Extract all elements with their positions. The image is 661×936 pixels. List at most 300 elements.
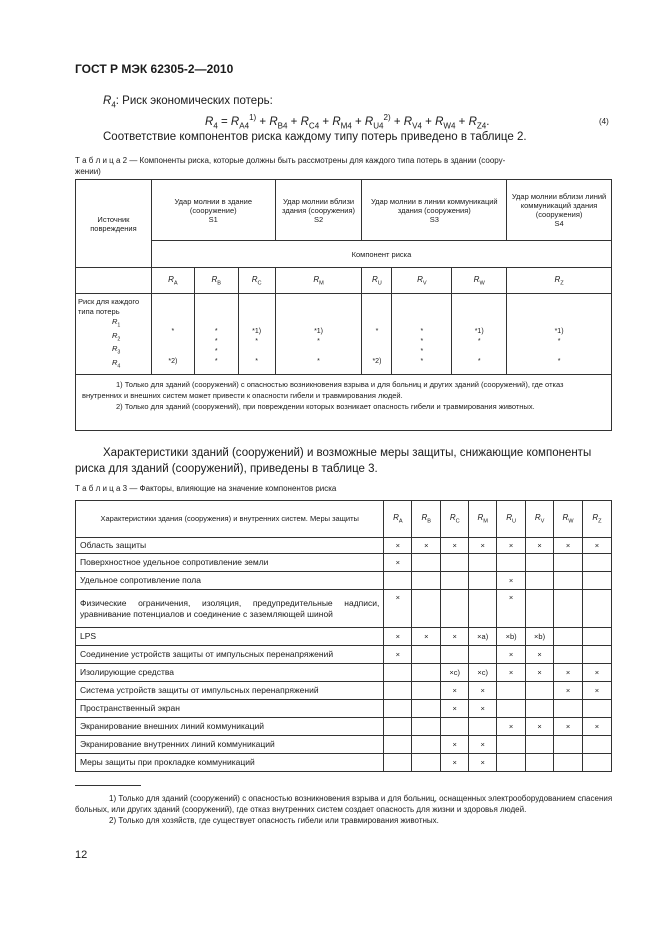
table3-component-symbol-base: R [449,513,456,523]
risk-mark: * [214,338,218,345]
component-symbol [372,274,382,287]
formula-term-base: R [435,115,444,128]
table3-cell [441,718,469,736]
table3-cell [582,736,611,754]
s1-header [151,180,275,241]
table3-cell [384,664,412,682]
risk-label: Риск для каждого типа потерь [78,297,140,316]
table3-cell: × [441,700,469,718]
formula-term-sub: B4 [277,121,288,131]
formula-term-sub: A4 [239,121,250,131]
table3-cell [554,628,583,646]
table3-cell: × [582,718,611,736]
risk-mark [152,347,194,357]
formula-term-base: R [230,115,240,128]
table3-cell [469,554,497,572]
table3-component-symbol-sub: A [398,518,403,525]
table3-cell: × [384,554,412,572]
table2-note2: 2) Только для зданий (сооружений), при повреждении которых возникает опасность гибели и травмирования животных. [116,402,535,411]
table3-cell [469,572,497,590]
footnote-1: 1) Только для зданий (сооружений) с опасностью возникновения взрыва и для больниц, оснащенных электрооборудованием спасения больных, или других зданий (сооружений), где отказ внутренних систем создает опасность для жизни и здоровья людей. [75,794,613,814]
component-cell [151,268,194,294]
risk-mark [152,337,194,347]
empty-cell [76,268,152,294]
component-symbol-sub: U [377,280,382,287]
table3-cell [384,682,412,700]
table2-caption-line1: Т а б л и ц а 2 — Компоненты риска, которые должны быть рассмотрены для каждого типа потерь в здании (соору- [75,156,506,165]
r4-symbol: R [103,95,112,107]
table3-cell: × [384,538,412,554]
table3-cell [412,682,441,700]
formula-term-base: R [269,115,278,128]
component-cell [194,268,238,294]
s2-code: S2 [313,214,324,224]
table3-cell: × [582,682,611,700]
s3-code: S3 [429,214,439,224]
table3-header-row [76,501,612,538]
table3-component-symbol [562,513,574,525]
source-header-cell [76,180,152,268]
table3-cell: × [497,664,526,682]
component-symbol-base: R [417,274,423,284]
risk-mark: * [420,338,424,345]
table3-component-symbol-sub: C [455,518,460,525]
table3-row-label: Область защиты [76,538,384,554]
table3-cell [582,572,611,590]
table3-cell [582,700,611,718]
table3-cell: × [469,736,497,754]
risk-mark: *1) [554,328,564,335]
footnote-rule [75,785,141,786]
component-symbol-sub: Z [560,280,564,287]
table3-cell [469,718,497,736]
component-symbol-base: R [251,274,258,284]
formula-term-sub: 4 [213,121,218,131]
footnotes [75,793,613,826]
table3-row [76,628,612,646]
risk-symbol [112,317,121,329]
s4-code: S4 [554,219,564,228]
component-symbol [473,274,485,287]
table3-cell [497,700,526,718]
table3-component-cell [497,501,526,538]
table3-cell: × [469,754,497,772]
s3-header [362,180,507,241]
risk-row-label [112,317,149,331]
table3-cell: × [441,628,469,646]
formula-operator: + [455,115,469,128]
table3-cell: × [526,664,554,682]
formula-term-sup: 2) [383,113,391,122]
table3-cell [526,754,554,772]
table3-cell: × [526,718,554,736]
formula-term-sub: W4 [443,121,456,131]
table3-cell [582,646,611,664]
risk-mark: * [317,338,320,345]
table3-cell [441,646,469,664]
table3-cell [412,718,441,736]
table3-caption: Т а б л и ц а 3 — Факторы, влияющие на значение компонентов риска [75,484,337,493]
risk-row-label [112,344,149,358]
table3-cell [497,754,526,772]
table3-cell: × [441,736,469,754]
formula-term [468,115,490,131]
table3-cell [441,590,469,628]
table3-row-label: Соединение устройств защиты от импульсных перенапряжений [76,646,384,664]
table3-cell [412,664,441,682]
formula-term [403,115,422,131]
table3-cell: × [497,538,526,554]
risk-symbol-sub: 1 [117,322,121,329]
table3-row [76,538,612,554]
table3-cell [554,754,583,772]
table2-caption-line2: жении) [75,167,101,176]
component-cell [392,268,452,294]
formula-term-sub: M4 [340,121,352,131]
table3-body [76,538,612,772]
table3-cell: ×b) [497,628,526,646]
formula-term [230,113,257,131]
formula-term [300,115,320,131]
risk-mark: * [171,328,175,335]
table3-cell [412,572,441,590]
component-symbol [313,274,324,287]
formula-term [435,115,456,131]
table3-component-symbol-base: R [506,513,512,523]
component-symbol-base: R [554,274,561,284]
table3-component-symbol-sub: B [427,518,432,525]
component-symbol-sub: W [479,280,485,287]
formula-term-sub: U4 [373,121,384,131]
table3-row [76,590,612,628]
formula-operator: + [390,115,404,128]
component-symbol-base: R [211,274,218,284]
table3-component-symbol-base: R [534,513,541,523]
risk-column [238,294,275,375]
risk-column [362,294,392,375]
table3-cell: × [497,646,526,664]
formula-term-base: R [205,115,214,128]
component-symbol-sub: B [217,280,221,287]
table3-cell [384,754,412,772]
table3-row [76,664,612,682]
table3-row [76,736,612,754]
table2-components-row [76,268,612,294]
table3-component-symbol [477,513,488,525]
table3-component-symbol-base: R [562,513,569,523]
table3-component-symbol-base: R [592,513,599,523]
component-cell [238,268,275,294]
table3-component-symbol [393,513,403,525]
s2-text: Удар молнии вблизи здания (сооружения) [282,196,356,215]
table3-cell [554,554,583,572]
table3-row [76,572,612,590]
component-header: Компонент риска [151,241,611,268]
table3-component-symbol-base: R [393,513,399,523]
table3-cell [384,718,412,736]
table3-row [76,646,612,664]
paragraph-2: Характеристики зданий (сооружений) и возможные меры защиты, снижающие компоненты риска для зданий (сооружений), приведены в таблице 3. [75,447,592,475]
risk-mark: * [317,358,320,365]
table3-cell [469,646,497,664]
component-cell [362,268,392,294]
table3-cell [412,700,441,718]
table3-row-label: Поверхностное удельное сопротивление земли [76,554,384,572]
formula-operator: + [256,115,270,128]
table3-cell: ×b) [526,628,554,646]
table3-cell [412,754,441,772]
risk-mark: *2) [168,358,178,365]
table3-cell: × [554,664,583,682]
table3-component-symbol-sub: Z [598,518,602,525]
table3-cell [384,736,412,754]
risk-mark [362,337,391,347]
table3-cell [554,736,583,754]
table3-cell [582,554,611,572]
table3-component-cell [441,501,469,538]
risk-mark: * [420,328,424,335]
formula-number: (4) [599,117,609,126]
risk-mark: *2) [372,358,382,365]
risk-mark: * [214,358,218,365]
table3-cell [384,572,412,590]
formula-operator: = [217,115,231,128]
risk-symbol-sub: 4 [117,363,121,369]
table3-row [76,700,612,718]
table3-cell [441,554,469,572]
formula-term [332,115,352,131]
table3-cell [582,590,611,628]
formula-operator: + [421,115,436,128]
table3-component-cell [582,501,611,538]
table3-cell: × [441,682,469,700]
table3-cell [469,590,497,628]
table3-cell: × [582,538,611,554]
table3-row-label: Меры защиты при прокладке коммуникаций [76,754,384,772]
table3-cell: × [497,718,526,736]
table3-component-symbol-base: R [421,513,428,523]
risk-mark: * [255,338,259,345]
formula-term-sup: 1) [249,113,257,122]
table3-cell: × [497,572,526,590]
risk-row-labels [78,317,149,371]
s4-text: Удар молнии вблизи линий коммуникаций здания (сооружения) [511,192,607,219]
table3-component-cell [526,501,554,538]
table3-cell [554,700,583,718]
formula-term-base: R [468,115,477,128]
risk-row-label [112,358,149,372]
table3-row [76,682,612,700]
table3-cell [441,572,469,590]
risk-mark [362,347,391,357]
formula-term [205,115,218,131]
formula-term-base: R [364,115,374,128]
risk-symbol [112,331,120,340]
risk-column [392,294,452,375]
table3-cell: × [554,682,583,700]
table3-cell [554,590,583,628]
table2-risk-row [76,294,612,375]
table3-row [76,754,612,772]
formula-operator: + [351,115,365,128]
table3-cell [526,572,554,590]
risk-symbol [112,358,120,367]
risk-symbol [112,344,121,356]
table3-cell [497,736,526,754]
table3-component-symbol [506,513,517,525]
formula-term-sub: C4 [308,121,320,131]
table3-cell: × [384,590,412,628]
risk-mark: * [214,348,218,355]
risk-symbol-base: R [112,357,118,367]
table3-component-symbol [421,513,432,525]
risk-column [275,294,362,375]
table2-notes [76,375,612,431]
component-symbol-base: R [168,274,174,284]
document-header: ГОСТ Р МЭК 62305-2—2010 [75,62,234,76]
r4-heading [103,95,273,109]
table3-component-cell [384,501,412,538]
risk-mark [239,347,275,357]
table-2 [75,179,612,431]
risk-mark: * [375,328,379,335]
risk-column [507,294,612,375]
formula-term-base: R [403,115,413,128]
table3-component-symbol-base: R [477,513,484,523]
component-symbol [168,274,178,287]
table3-cell [412,554,441,572]
footnote-2: 2) Только для хозяйств, где существует опасность гибели или травмирования животных. [109,816,439,825]
risk-symbol-sub: 2 [117,336,121,342]
table3-cell: × [412,628,441,646]
risk-row-label [112,331,149,345]
table3-cell: × [526,538,554,554]
component-cell [275,268,362,294]
table3-component-symbol [592,513,602,525]
component-symbol-base: R [372,274,378,284]
formula-term-base: R [332,115,341,128]
table3-cell [412,646,441,664]
table3-component-symbol-sub: M [483,518,488,525]
table3-cell: × [384,628,412,646]
component-symbol-sub: C [257,280,262,287]
component-symbol [554,274,564,287]
table3-row-label: Пространственный экран [76,700,384,718]
formula-term-sub: Z4 [476,121,487,131]
s1-code: S1 [208,214,218,224]
table3-cell: ×a) [469,628,497,646]
risk-column [151,294,194,375]
formula-term [364,113,391,131]
table3-row-label: Физические ограничения, изоляция, предупредительные надписи, уравнивание потенциалов и соединение с заземляющей шиной [76,590,384,628]
table3-row-label: LPS [76,628,384,646]
formula-term-base: R [300,115,309,128]
table3-cell: × [554,718,583,736]
table3-header-text: Характеристики здания (сооружения) и внутренних систем. Меры защиты [76,501,384,538]
table3-component-symbol-sub: W [568,518,574,525]
table3-component-symbol [449,513,460,525]
risk-column [194,294,238,375]
table3-cell [526,682,554,700]
table3-cell [582,628,611,646]
table3-cell [497,554,526,572]
table2-caption [75,155,615,177]
table3-cell [554,646,583,664]
risk-mark: * [420,348,424,355]
risk-mark: * [557,358,561,365]
formula-operator: + [319,115,333,128]
s4-header [507,180,612,241]
paragraph-1: Соответствие компонентов риска каждому типу потерь приведено в таблице 2. [103,131,527,143]
component-symbol [417,274,427,287]
table3-row [76,554,612,572]
risk-mark: * [255,358,259,365]
component-symbol-sub: A [173,280,178,287]
r4-rest: : Риск экономических потерь: [115,95,273,107]
table3-cell: × [441,754,469,772]
table3-component-symbol-sub: U [511,518,517,525]
risk-mark: * [557,338,561,345]
component-cell [452,268,507,294]
risk-column [452,294,507,375]
table3-cell: ×c) [441,664,469,682]
table3-row-label: Экранирование внешних линий коммуникаций [76,718,384,736]
table-3 [75,500,612,772]
component-symbol-sub: M [319,280,324,287]
table3-component-symbol [534,513,545,525]
s3-text: Удар молнии в линии коммуникаций здания (сооружения) [370,196,498,215]
table3-row-label: Изолирующие средства [76,664,384,682]
component-symbol [251,274,262,287]
table3-component-cell [554,501,583,538]
table3-cell: × [469,682,497,700]
page-number: 12 [75,849,88,861]
risk-mark [507,347,611,357]
table3-cell [412,736,441,754]
table3-cell [526,700,554,718]
table3-row-label: Удельное сопротивление пола [76,572,384,590]
table3-cell: × [554,538,583,554]
risk-mark: * [214,328,218,335]
risk-symbol-sub: 3 [117,349,121,356]
table3-cell: × [526,646,554,664]
table3-cell [526,736,554,754]
table3-row [76,718,612,736]
risk-mark: *1) [314,328,324,335]
table3-cell: × [384,646,412,664]
formula-operator: . [486,115,490,128]
table3-component-cell [469,501,497,538]
risk-symbol-base: R [112,344,118,353]
risk-mark: * [420,358,424,365]
table3-cell: × [469,538,497,554]
risk-mark: * [477,358,481,365]
formula-r4 [205,113,489,130]
risk-mark: *1) [474,328,484,335]
risk-mark [452,347,506,357]
table3-component-cell [412,501,441,538]
component-symbol-sub: V [422,280,427,287]
component-symbol [211,274,221,287]
table3-cell [497,682,526,700]
table3-cell: × [441,538,469,554]
table3-cell [526,554,554,572]
formula-term [269,115,288,131]
table3-cell [412,590,441,628]
risk-mark [276,347,362,357]
formula-operator: + [287,115,301,128]
table3-cell: ×c) [469,664,497,682]
